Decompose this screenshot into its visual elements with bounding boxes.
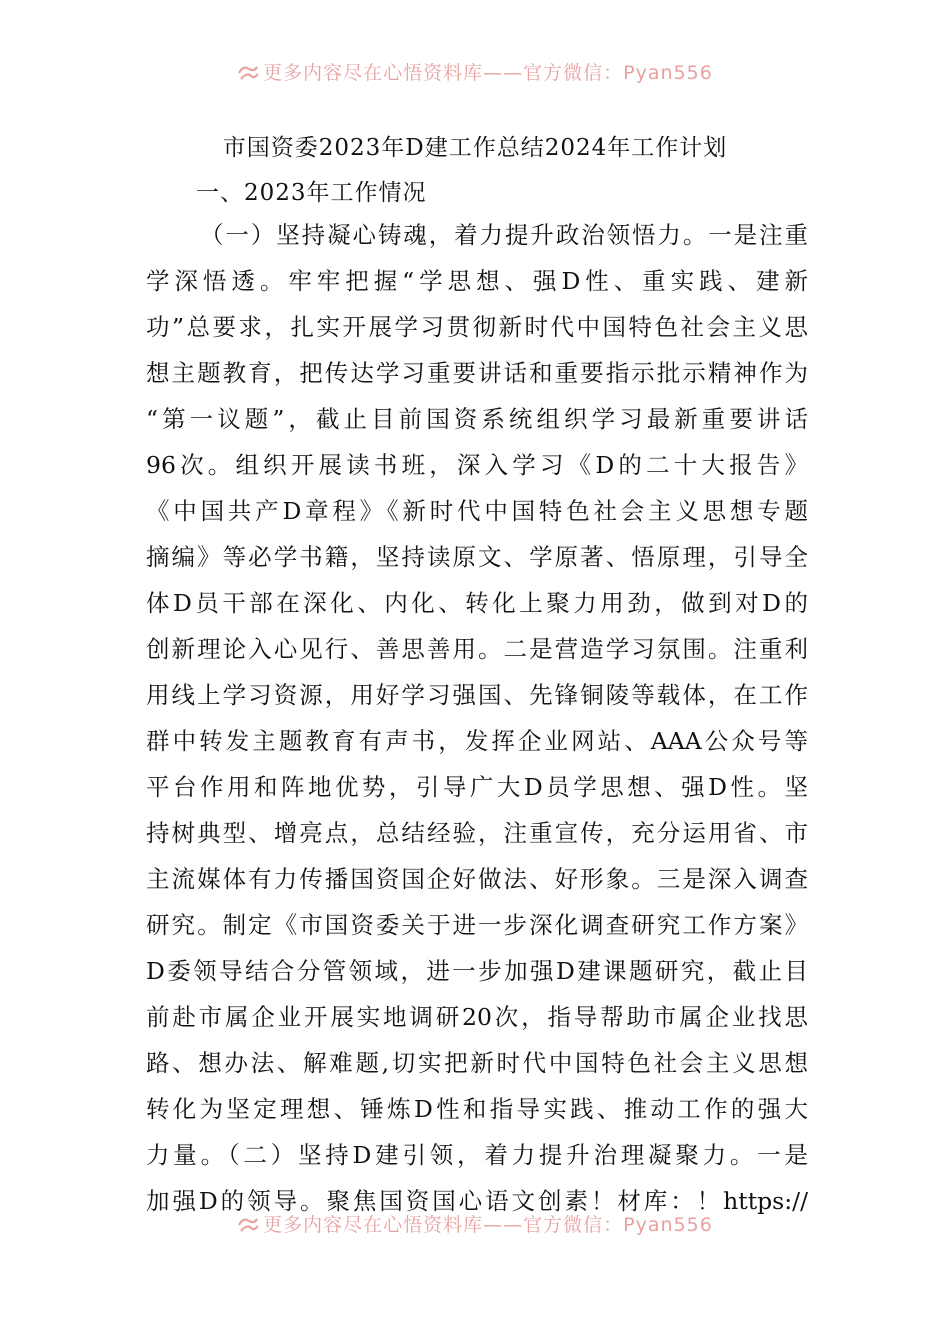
brand-logo-icon [237, 64, 259, 82]
text-line: 加强D的领导。聚焦国资国心语文创素！材库：！https:// [146, 1187, 808, 1215]
text-line: 力量。（二）坚持D建引领，着力提升治理凝聚力。一是 [146, 1141, 808, 1169]
section-heading: 一、2023年工作情况 [196, 180, 427, 206]
text-line: 平台作用和阵地优势，引导广大D员学思想、强D性。坚 [146, 773, 808, 801]
text-line: 《中国共产D章程》《新时代中国特色社会主义思想专题 [146, 497, 808, 525]
text-line: 体D员干部在深化、内化、转化上聚力用劲，做到对D的 [146, 589, 808, 617]
text-line: 96次。组织开展读书班，深入学习《D的二十大报告》 [146, 451, 808, 479]
watermark-text: 更多内容尽在心悟资料库——官方微信：Pyan556 [263, 62, 713, 84]
text-line: 创新理论入心见行、善思善用。二是营造学习氛围。注重利 [146, 635, 808, 663]
text-line: 转化为坚定理想、锤炼D性和指导实践、推动工作的强大 [146, 1095, 808, 1123]
watermark-text: 更多内容尽在心悟资料库——官方微信：Pyan556 [263, 1214, 713, 1236]
watermark-header [0, 58, 950, 85]
text-line: 功”总要求，扎实开展学习贯彻新时代中国特色社会主义思 [146, 313, 808, 341]
text-line: 学深悟透。牢牢把握“学思想、强D性、重实践、建新 [146, 267, 808, 295]
text-line: 研究。制定《市国资委关于进一步深化调查研究工作方案》 [146, 911, 808, 939]
text-line: “第一议题”，截止目前国资系统组织学习最新重要讲话 [146, 405, 808, 433]
body-paragraph [146, 212, 808, 1224]
text-line: 前赴市属企业开展实地调研20次，指导帮助市属企业找思 [146, 1003, 808, 1031]
watermark-footer [0, 1210, 950, 1237]
document-title: 市国资委2023年D建工作总结2024年工作计划 [222, 135, 728, 161]
text-line: 用线上学习资源，用好学习强国、先锋铜陵等载体，在工作 [146, 681, 808, 709]
text-line: 主流媒体有力传播国资国企好做法、好形象。三是深入调查 [146, 865, 808, 893]
text-line: 想主题教育，把传达学习重要讲话和重要指示批示精神作为 [146, 359, 808, 387]
text-line: 路、想办法、解难题,切实把新时代中国特色社会主义思想 [146, 1049, 808, 1077]
text-line: 群中转发主题教育有声书，发挥企业网站、AAA公众号等 [146, 727, 808, 755]
brand-logo-icon [237, 1216, 259, 1234]
text-line: （一）坚持凝心铸魂，着力提升政治领悟力。一是注重 [200, 221, 808, 249]
text-line: 持树典型、增亮点，总结经验，注重宣传，充分运用省、市 [146, 819, 808, 847]
text-line: 摘编》等必学书籍，坚持读原文、学原著、悟原理，引导全 [146, 543, 808, 571]
text-line: D委领导结合分管领域，进一步加强D建课题研究，截止目 [146, 957, 808, 985]
